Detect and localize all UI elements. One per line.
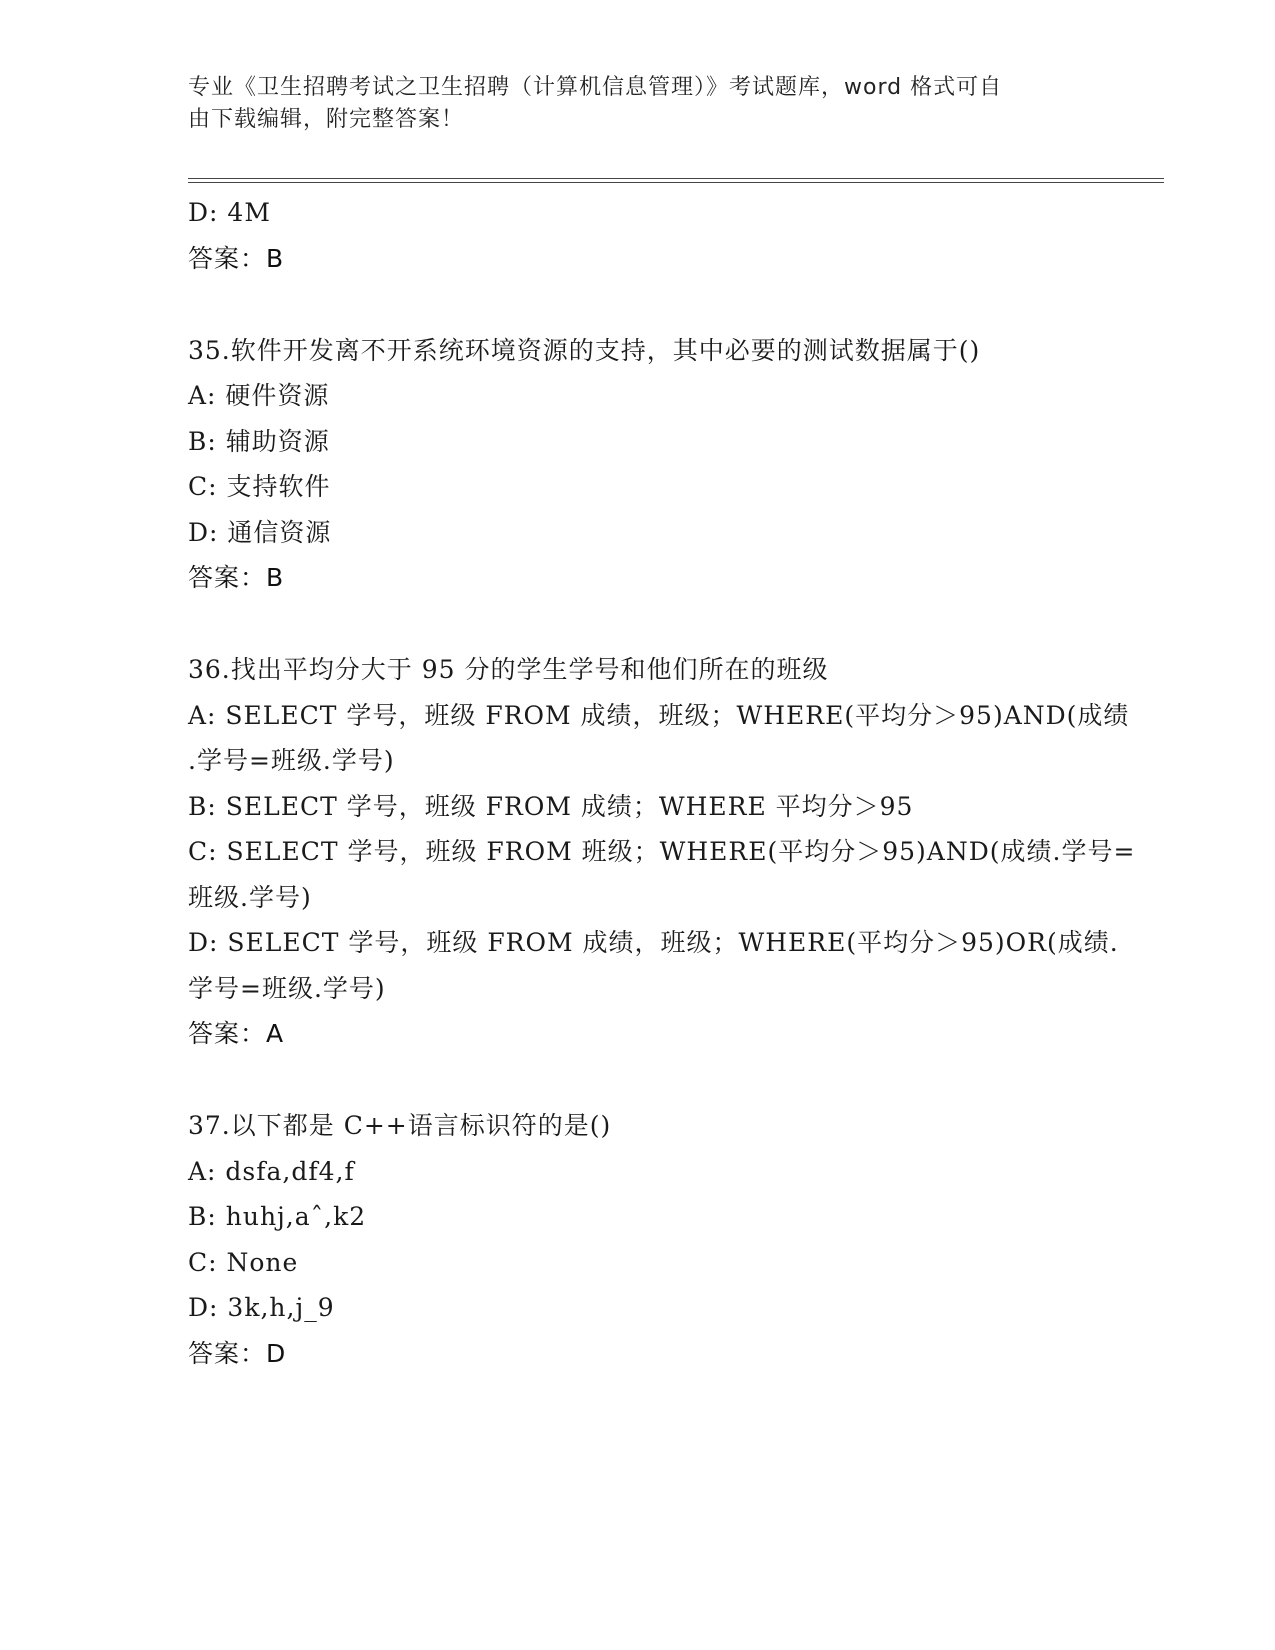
header-line-2: 由下载编辑，附完整答案！ — [188, 107, 465, 132]
spacer — [188, 282, 1088, 328]
option-a-line-2: .学号=班级.学号) — [188, 746, 395, 775]
option-b: B: 辅助资源 — [188, 426, 330, 456]
option-d: D: 通信资源 — [188, 517, 332, 547]
option-c: C: 支持软件 — [188, 472, 331, 501]
option-d: D: 3k,h,j_9 — [188, 1293, 335, 1322]
document-header — [188, 72, 1078, 136]
option-a-line-1: A: SELECT 学号，班级 FROM 成绩，班级；WHERE(平均分＞95)AND(成绩 — [188, 700, 1130, 730]
option-d-line-1: D: SELECT 学号，班级 FROM 成绩，班级；WHERE(平均分＞95)OR(成绩. — [188, 928, 1119, 957]
spacer — [188, 601, 1088, 647]
question-37 — [188, 1103, 1088, 1377]
option-d-line-2: 学号=班级.学号) — [188, 973, 386, 1003]
answer-label: 答案：A — [188, 1019, 285, 1048]
question-35 — [188, 328, 1088, 602]
option-c-line-1: C: SELECT 学号，班级 FROM 班级；WHERE(平均分＞95)AND(成绩.学号= — [188, 837, 1136, 866]
previous-question-tail — [188, 190, 1088, 282]
header-line-1: 专业《卫生招聘考试之卫生招聘（计算机信息管理）》考试题库，word 格式可自 — [188, 75, 1003, 100]
answer-label: 答案：B — [188, 243, 285, 273]
option-c-line-2: 班级.学号) — [188, 882, 312, 912]
header-divider — [188, 178, 1164, 183]
answer-label: 答案：D — [188, 1338, 287, 1368]
option-c: C: None — [188, 1247, 299, 1277]
question-36 — [188, 647, 1136, 1057]
option-b: B: huhj,aˆ,k2 — [188, 1202, 367, 1231]
option-a: A: 硬件资源 — [188, 381, 330, 410]
option-a: A: dsfa,df4,f — [188, 1156, 355, 1186]
option-b: B: SELECT 学号，班级 FROM 成绩；WHERE 平均分＞95 — [188, 791, 914, 821]
question-text: 37.以下都是 C++语言标识符的是() — [188, 1111, 612, 1140]
question-list — [188, 190, 1136, 1377]
question-text: 35.软件开发离不开系统环境资源的支持，其中必要的测试数据属于() — [188, 335, 981, 365]
spacer — [188, 1057, 1088, 1103]
question-text: 36.找出平均分大于 95 分的学生学号和他们所在的班级 — [188, 655, 829, 684]
answer-label: 答案：B — [188, 563, 285, 592]
option-d: D: 4M — [188, 198, 271, 227]
